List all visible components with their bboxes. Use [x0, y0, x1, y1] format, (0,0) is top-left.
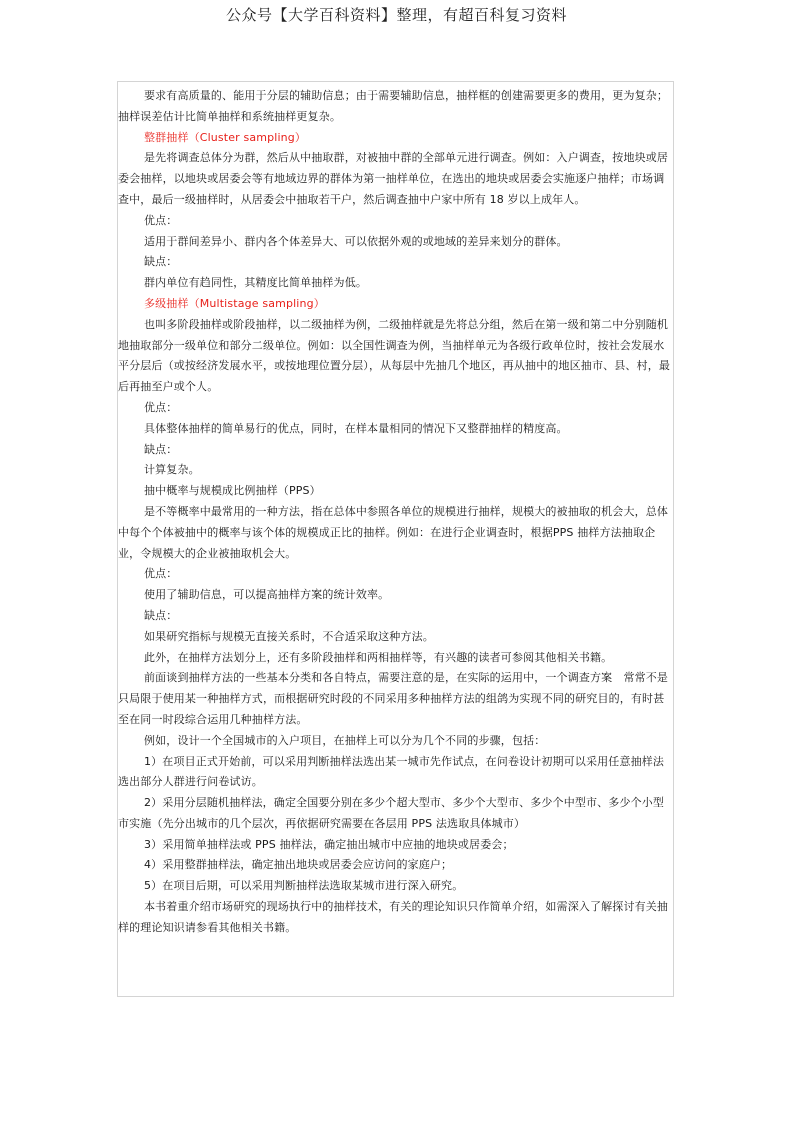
list-item: 1）在项目正式开始前，可以采用判断抽样法选出某一城市先作试点，在问卷设计初期可以采用任意抽样法选出部分人群进行问卷试访。: [118, 754, 665, 789]
disadvantages-label: 缺点：: [144, 442, 178, 456]
body-paragraph: 适用于群间差异小、群内各个体差异大、可以依据外观的或地域的差异来划分的群体。: [144, 234, 568, 248]
body-paragraph: 前面谈到抽样方法的一些基本分类和各自特点，需要注意的是，在实际的运用中，一个调查方案 常常不是只局限于使用某一种抽样方式，而根据研究时段的不同采用多种抽样方法的组鸽为实现不同的研究目的，有时甚至在同一时段综合运用几种抽样方法。: [118, 671, 669, 726]
body-paragraph: 群内单位有趋同性，其精度比简单抽样为低。: [144, 276, 367, 290]
body-paragraph: 具体整体抽样的简单易行的优点，同时，在样本量相同的情况下又整群抽样的精度高。: [144, 421, 568, 435]
list-item: 3）采用简单抽样法或 PPS 抽样法，确定抽出城市中应抽的地块或居委会；: [144, 837, 514, 851]
list-item: 5）在项目后期，可以采用判断抽样法选取某城市进行深入研究。: [144, 879, 464, 893]
page-header-title: 公众号【大学百科资料】整理，有超百科复习资料: [225, 6, 567, 24]
disadvantages-label: 缺点：: [144, 255, 178, 269]
advantages-label: 优点：: [144, 400, 178, 414]
body-paragraph: 要求有高质量的、能用于分层的辅助信息；由于需要辅助信息，抽样框的创建需要更多的费用，更为复杂；抽样误差估计比简单抽样和系统抽样更复杂。: [118, 89, 669, 123]
list-item: 4）采用整群抽样法，确定抽出地块或居委会应访问的家庭户；: [144, 858, 453, 872]
advantages-label: 优点：: [144, 567, 178, 581]
body-paragraph: 如果研究指标与规模无直接关系时，不合适采取这种方法。: [144, 629, 434, 643]
advantages-label: 优点：: [144, 213, 178, 227]
body-paragraph: 使用了辅助信息，可以提高抽样方案的统计效率。: [144, 588, 390, 602]
list-item: 2）采用分层随机抽样法，确定全国要分别在多少个超大型市、多少个大型市、多少个中型市、多少个小型市实施（先分出城市的几个层次，再依据研究需要在各层用 PPS 法选取具体城市）: [118, 796, 665, 830]
body-paragraph: 是不等概率中最常用的一种方法，指在总体中参照各单位的规模进行抽样，规模大的被抽取的机会大，总体中每个个体被抽中的概率与该个体的规模成正比的抽样。例如：在进行企业调查时，根据PPS 抽样方法抽取企业，令规模大的企业被抽取机会大。: [118, 504, 669, 560]
section-heading-cluster-sampling: 整群抽样（Cluster sampling）: [144, 130, 307, 144]
disadvantages-label: 缺点：: [144, 608, 178, 622]
body-paragraph: 此外，在抽样方法划分上，还有多阶段抽样和两相抽样等，有兴趣的读者可参阅其他相关书籍。: [144, 650, 613, 664]
section-heading-multistage-sampling: 多级抽样（Multistage sampling）: [144, 296, 325, 310]
content-box: [117, 81, 674, 997]
section-heading-pps-sampling: 抽中概率与规模成比例抽样（PPS）: [144, 484, 321, 498]
body-paragraph: 计算复杂。: [144, 463, 200, 477]
body-paragraph: 是先将调查总体分为群，然后从中抽取群，对被抽中群的全部单元进行调查。例如：入户调查，按地块或居委会抽样，以地块或居委会等有地域边界的群体为第一抽样单位，在选出的地块或居委会实施逐户抽样；市场调查中，最后一级抽样时，从居委会中抽取若干户，然后调查抽中户家中所有 18 岁以上成年人。: [118, 151, 669, 206]
body-paragraph: 例如，设计一个全国城市的入户项目，在抽样上可以分为几个不同的步骤，包括：: [144, 733, 546, 747]
body-paragraph: 本书着重介绍市场研究的现场执行中的抽样技术，有关的理论知识只作简单介绍，如需深入了解探讨有关抽样的理论知识请参看其他相关书籍。: [118, 900, 669, 934]
body-paragraph: 也叫多阶段抽样或阶段抽样，以二级抽样为例，二级抽样就是先将总分组，然后在第一级和第二中分别随机地抽取部分一级单位和部分二级单位。例如：以全国性调查为例，当抽样单元为各级行政单位时，按社会发展水平分层后（或按经济发展水平，或按地理位置分层），从每层中先抽几个地区，再从抽中的地区抽市、县、村，最后再抽至户或个人。: [118, 317, 670, 394]
